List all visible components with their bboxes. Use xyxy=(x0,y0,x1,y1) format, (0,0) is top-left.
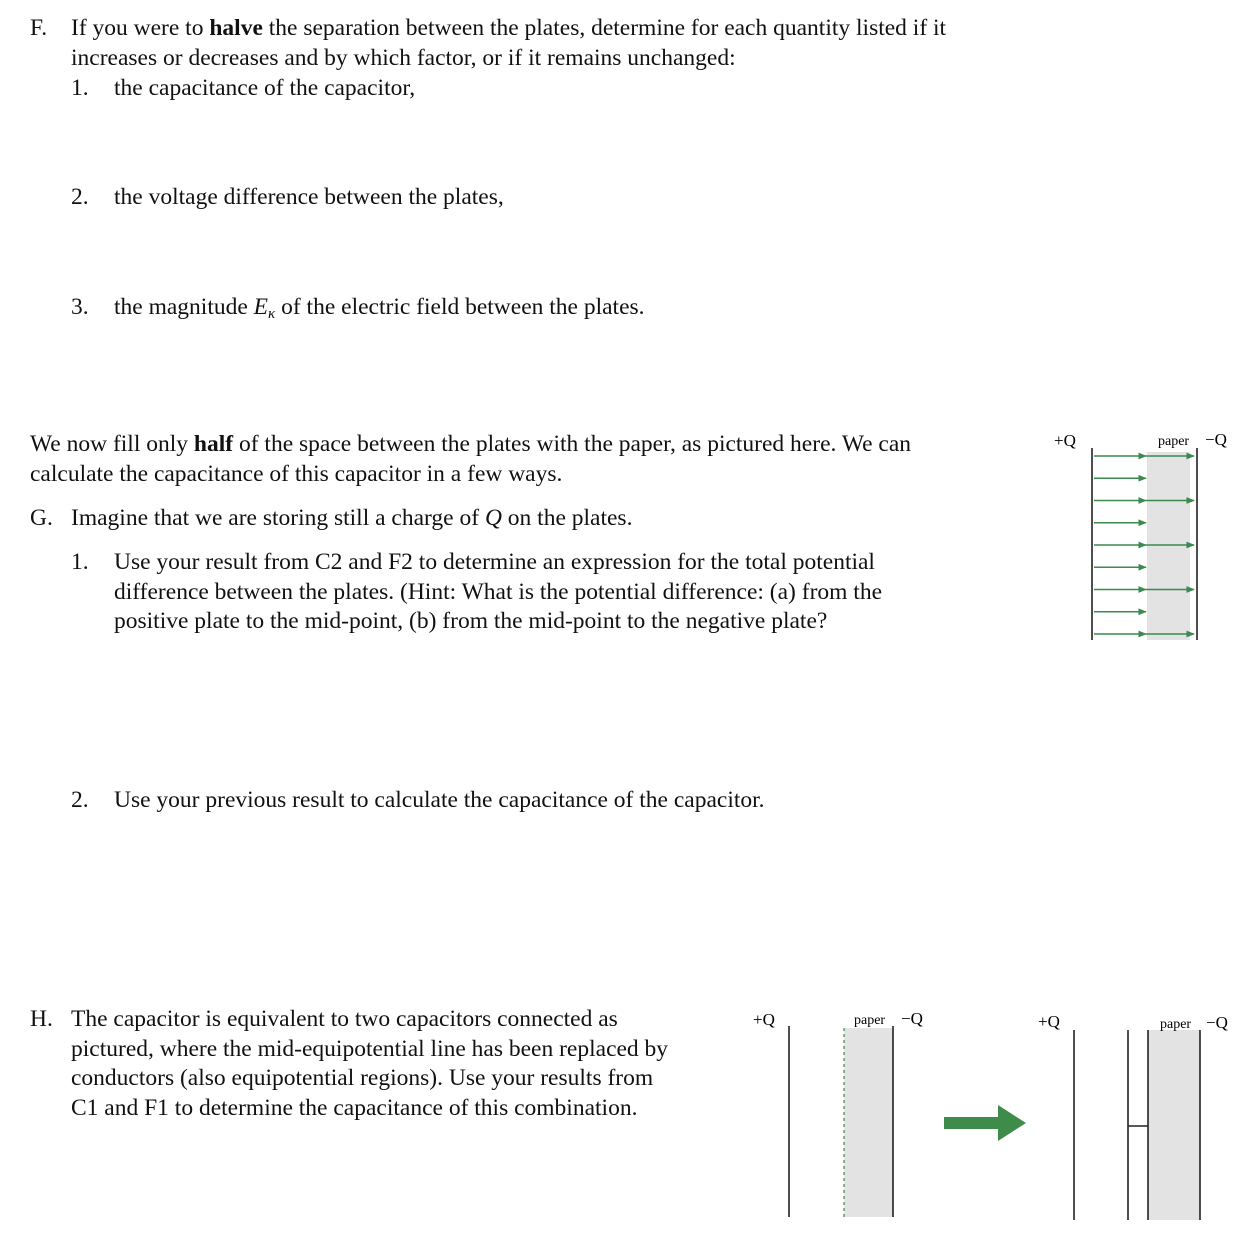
question-g1-line2: difference between the plates. (Hint: What is the potential difference: (a) from the xyxy=(114,579,883,605)
question-g1-line3: positive plate to the mid-point, (b) from the mid-point to the negative plate? xyxy=(114,608,828,634)
minus-q-label: −Q xyxy=(1206,1013,1228,1032)
paper-region xyxy=(1147,452,1190,640)
section-f-intro-line1 xyxy=(71,13,946,43)
paragraph-text: of the space between the plates with the paper, as pictured here. We can xyxy=(233,431,912,457)
item-number: 1. xyxy=(71,75,89,101)
section-h-letter: H. xyxy=(30,1006,53,1032)
minus-q-label: −Q xyxy=(901,1009,923,1028)
paper-capacitor-figure xyxy=(745,1000,935,1225)
section-g-intro xyxy=(71,503,632,533)
minus-q-label: −Q xyxy=(1205,430,1227,449)
question-f3 xyxy=(114,292,645,329)
section-g-letter: G. xyxy=(30,505,53,531)
intro-text: Imagine that we are storing still a charge of xyxy=(71,505,485,531)
intro-text: the separation between the plates, determine for each quantity listed if it xyxy=(262,15,947,41)
charge-symbol: Q xyxy=(484,505,502,531)
paragraph-line2: calculate the capacitance of this capacitor in a few ways. xyxy=(30,461,563,487)
question-g2: Use your previous result to calculate the capacitance of the capacitor. xyxy=(114,787,765,813)
question-f2: the voltage difference between the plates, xyxy=(114,184,504,210)
plus-q-label: +Q xyxy=(1038,1012,1060,1031)
paper-region xyxy=(1148,1030,1200,1220)
paragraph-text: We now fill only xyxy=(30,431,194,457)
question-text: of the electric field between the plates. xyxy=(275,294,645,320)
intro-text: If you were to xyxy=(71,15,210,41)
field-symbol: E xyxy=(253,294,269,320)
section-h-line2: pictured, where the mid-equipotential line has been replaced by xyxy=(71,1036,669,1062)
question-g1-line1: Use your result from C2 and F2 to determine an expression for the total potential xyxy=(114,549,875,575)
section-h-line1: The capacitor is equivalent to two capacitors connected as xyxy=(71,1006,618,1032)
intro-text: on the plates. xyxy=(501,505,633,531)
paper-region xyxy=(844,1028,893,1217)
paper-label: paper xyxy=(854,1013,886,1028)
section-f-letter: F. xyxy=(30,15,48,41)
half-paper-capacitor-figure xyxy=(1040,420,1240,650)
plus-q-label: +Q xyxy=(753,1010,775,1029)
paragraph-line1 xyxy=(30,429,911,459)
section-h-line4: C1 and F1 to determine the capacitance of this combination. xyxy=(71,1095,638,1121)
item-number: 2. xyxy=(71,787,89,813)
question-text: the magnitude xyxy=(114,294,254,320)
question-f1: the capacitance of the capacitor, xyxy=(114,75,416,101)
item-number: 1. xyxy=(71,549,89,575)
item-number: 3. xyxy=(71,294,89,320)
paper-label: paper xyxy=(1158,434,1190,449)
section-f-intro-line2: increases or decreases and by which factor, or if it remains unchanged: xyxy=(71,45,736,71)
paper-label: paper xyxy=(1160,1017,1192,1032)
plus-q-label: +Q xyxy=(1054,431,1076,450)
kappa-subscript: κ xyxy=(268,306,276,322)
section-h-line3: conductors (also equipotential regions). Use your results from xyxy=(71,1065,654,1091)
item-number: 2. xyxy=(71,184,89,210)
paragraph-bold-text: half xyxy=(193,431,234,457)
intro-bold-text: halve xyxy=(209,15,263,41)
equivalence-arrow-icon xyxy=(940,1100,1030,1146)
equivalent-capacitors-figure xyxy=(1030,1000,1240,1225)
